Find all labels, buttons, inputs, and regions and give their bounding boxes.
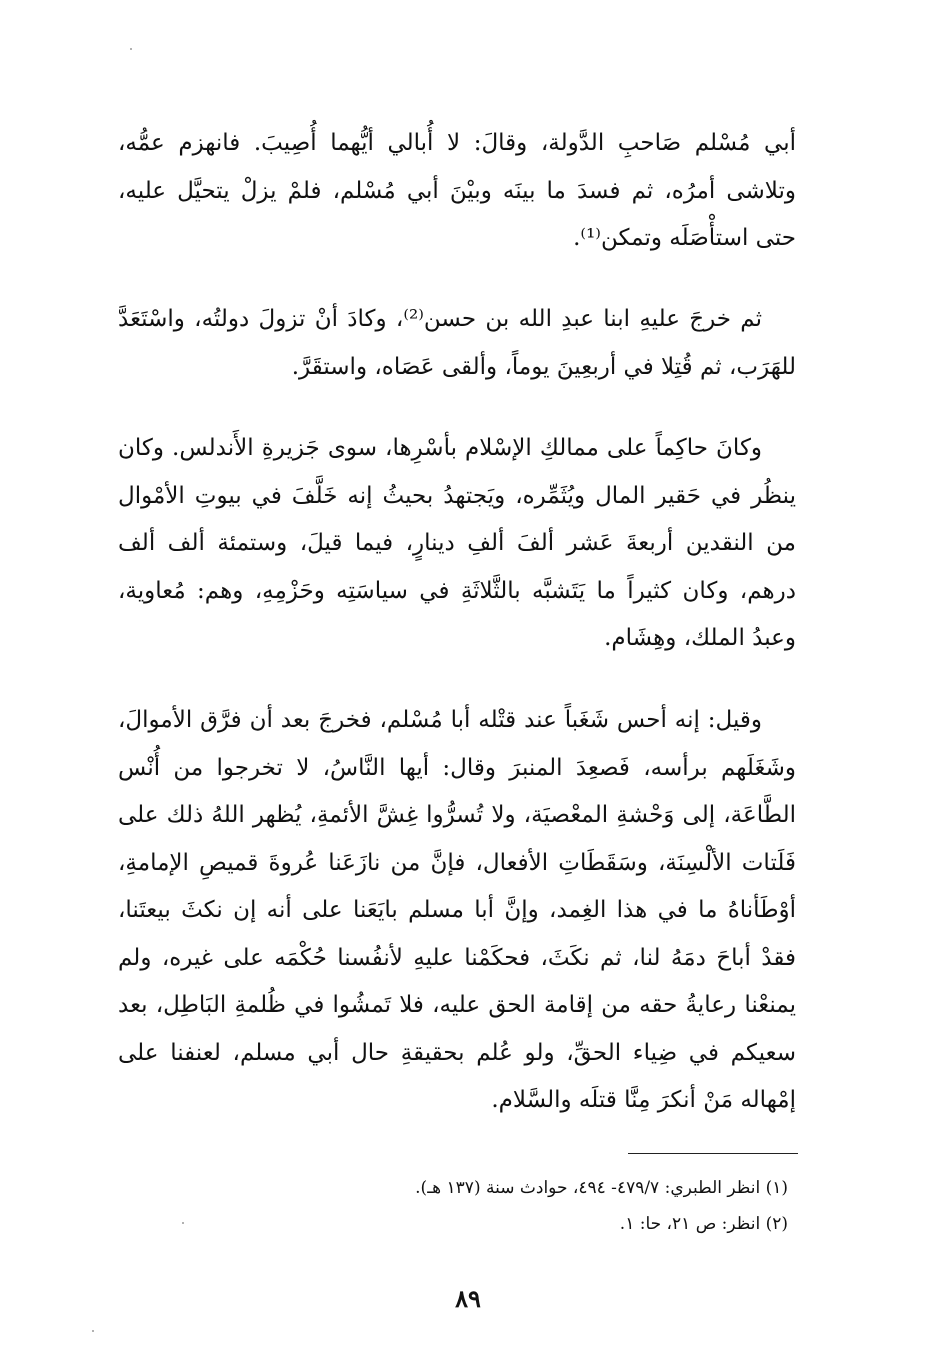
paragraph-1-text: أبي مُسْلم صَاحبِ الدَّولة، وقالَ: لا أُبالي أيُّهما أُصِيبَ. فانهزم عمُّه، وتلاشى أمرُه، ثم فسدَ ما بينَه وبيْنَ أبي مُسْلم، فلمْ يزلْ يتحيَّل عليه، حتى استأْصَلَه وتمكن⁽¹⁾.: [118, 130, 796, 251]
footnote-1: (١) انظر الطبري: ٤٧٩/٧- ٤٩٤، حوادث سنة (١٣٧ هـ).: [415, 1178, 788, 1198]
paragraph-4-text: وقيل: إنه أحس شَغَباً عند قتْله أبا مُسْلم، فخرجَ بعد أن فرَّق الأموالَ، وشَغَلَهم برأسه، فَصعِدَ المنبرَ وقال: أيها النَّاسُ، لا تخرجوا من أُنْس الطَّاعَة، إلى وَحْشةِ المعْصيَة، ولا تُسرُّوا غِشَّ الأئمةِ، يُظهر اللهُ ذلك على فَلَتات الألْسِنَة، وسَقَطَاتِ الأفعال، فإنَّ من نازَعَنا عُروةَ قميصِ الإمامةِ، أوْطَأناهُ ما في هذا الغِمد، وإنَّ أبا مسلم بايَعَنا على أنه إن نكثَ بيعتَنا، فقدْ أباحَ دمَهُ لنا، ثم نكَثَ، فحكَمْنا عليهِ لأنفُسنا حُكْمَه على غيره، ولم يمنعْنا رعايةُ حقه من إقامة الحق عليه، فلا تَمشُوا في ظُلمةِ البَاطِل، بعد سعيكم في ضِياء الحقِّ، ولو عُلم بحقيقةِ حال أبي مسلم، لعنفنا على إمْهاله مَنْ أنكرَ مِنَّا قتلَه والسَّلام.: [118, 707, 796, 1113]
paragraph-ibn-hasan: [118, 296, 796, 391]
scan-speck: [92, 1330, 94, 1332]
footnote-2: (٢) انظر: ص ٢١، حا: ١.: [619, 1214, 788, 1234]
scan-speck: [182, 1222, 184, 1224]
footnote-separator: [628, 1153, 798, 1154]
page-number: ٨٩: [455, 1284, 481, 1313]
paragraph-2-text: ثم خرجَ عليهِ ابنا عبدِ الله بن حسن⁽²⁾، وكادَ أنْ تزولَ دولتُه، واسْتَعَدَّ للهَرَب، ثم قُتِلا في أربعِينَ يوماً، وألقى عَصَاه، واستقَرَّ.: [118, 306, 796, 380]
paragraph-realm: [118, 425, 796, 663]
footnotes: [300, 1170, 796, 1242]
paragraph-3-text: وكانَ حاكِماً على ممالكِ الإسْلام بأسْرِها، سوى جَزيرةِ الأَندلس. وكان ينظُر في حَقير المال ويُثَمِّره، ويَجتهدُ بحيثُ إنه خَلَّفَ في بيوتِ الأمْوال من النقدين أربعةَ عَشر ألفَ ألفِ دينارٍ، فيما قيلَ، وستمئة ألف ألف درهم، وكان كثيراً ما يَتَشبَّه بالثَّلاثَةِ في سياسَتِه وحَزْمِهِ، وهم: مُعاوية، وعبدُ الملك، وهِشَام.: [118, 435, 796, 651]
scan-speck: [130, 48, 132, 50]
paragraph-sermon: [118, 697, 796, 1125]
paragraph-continuation: [118, 120, 796, 263]
